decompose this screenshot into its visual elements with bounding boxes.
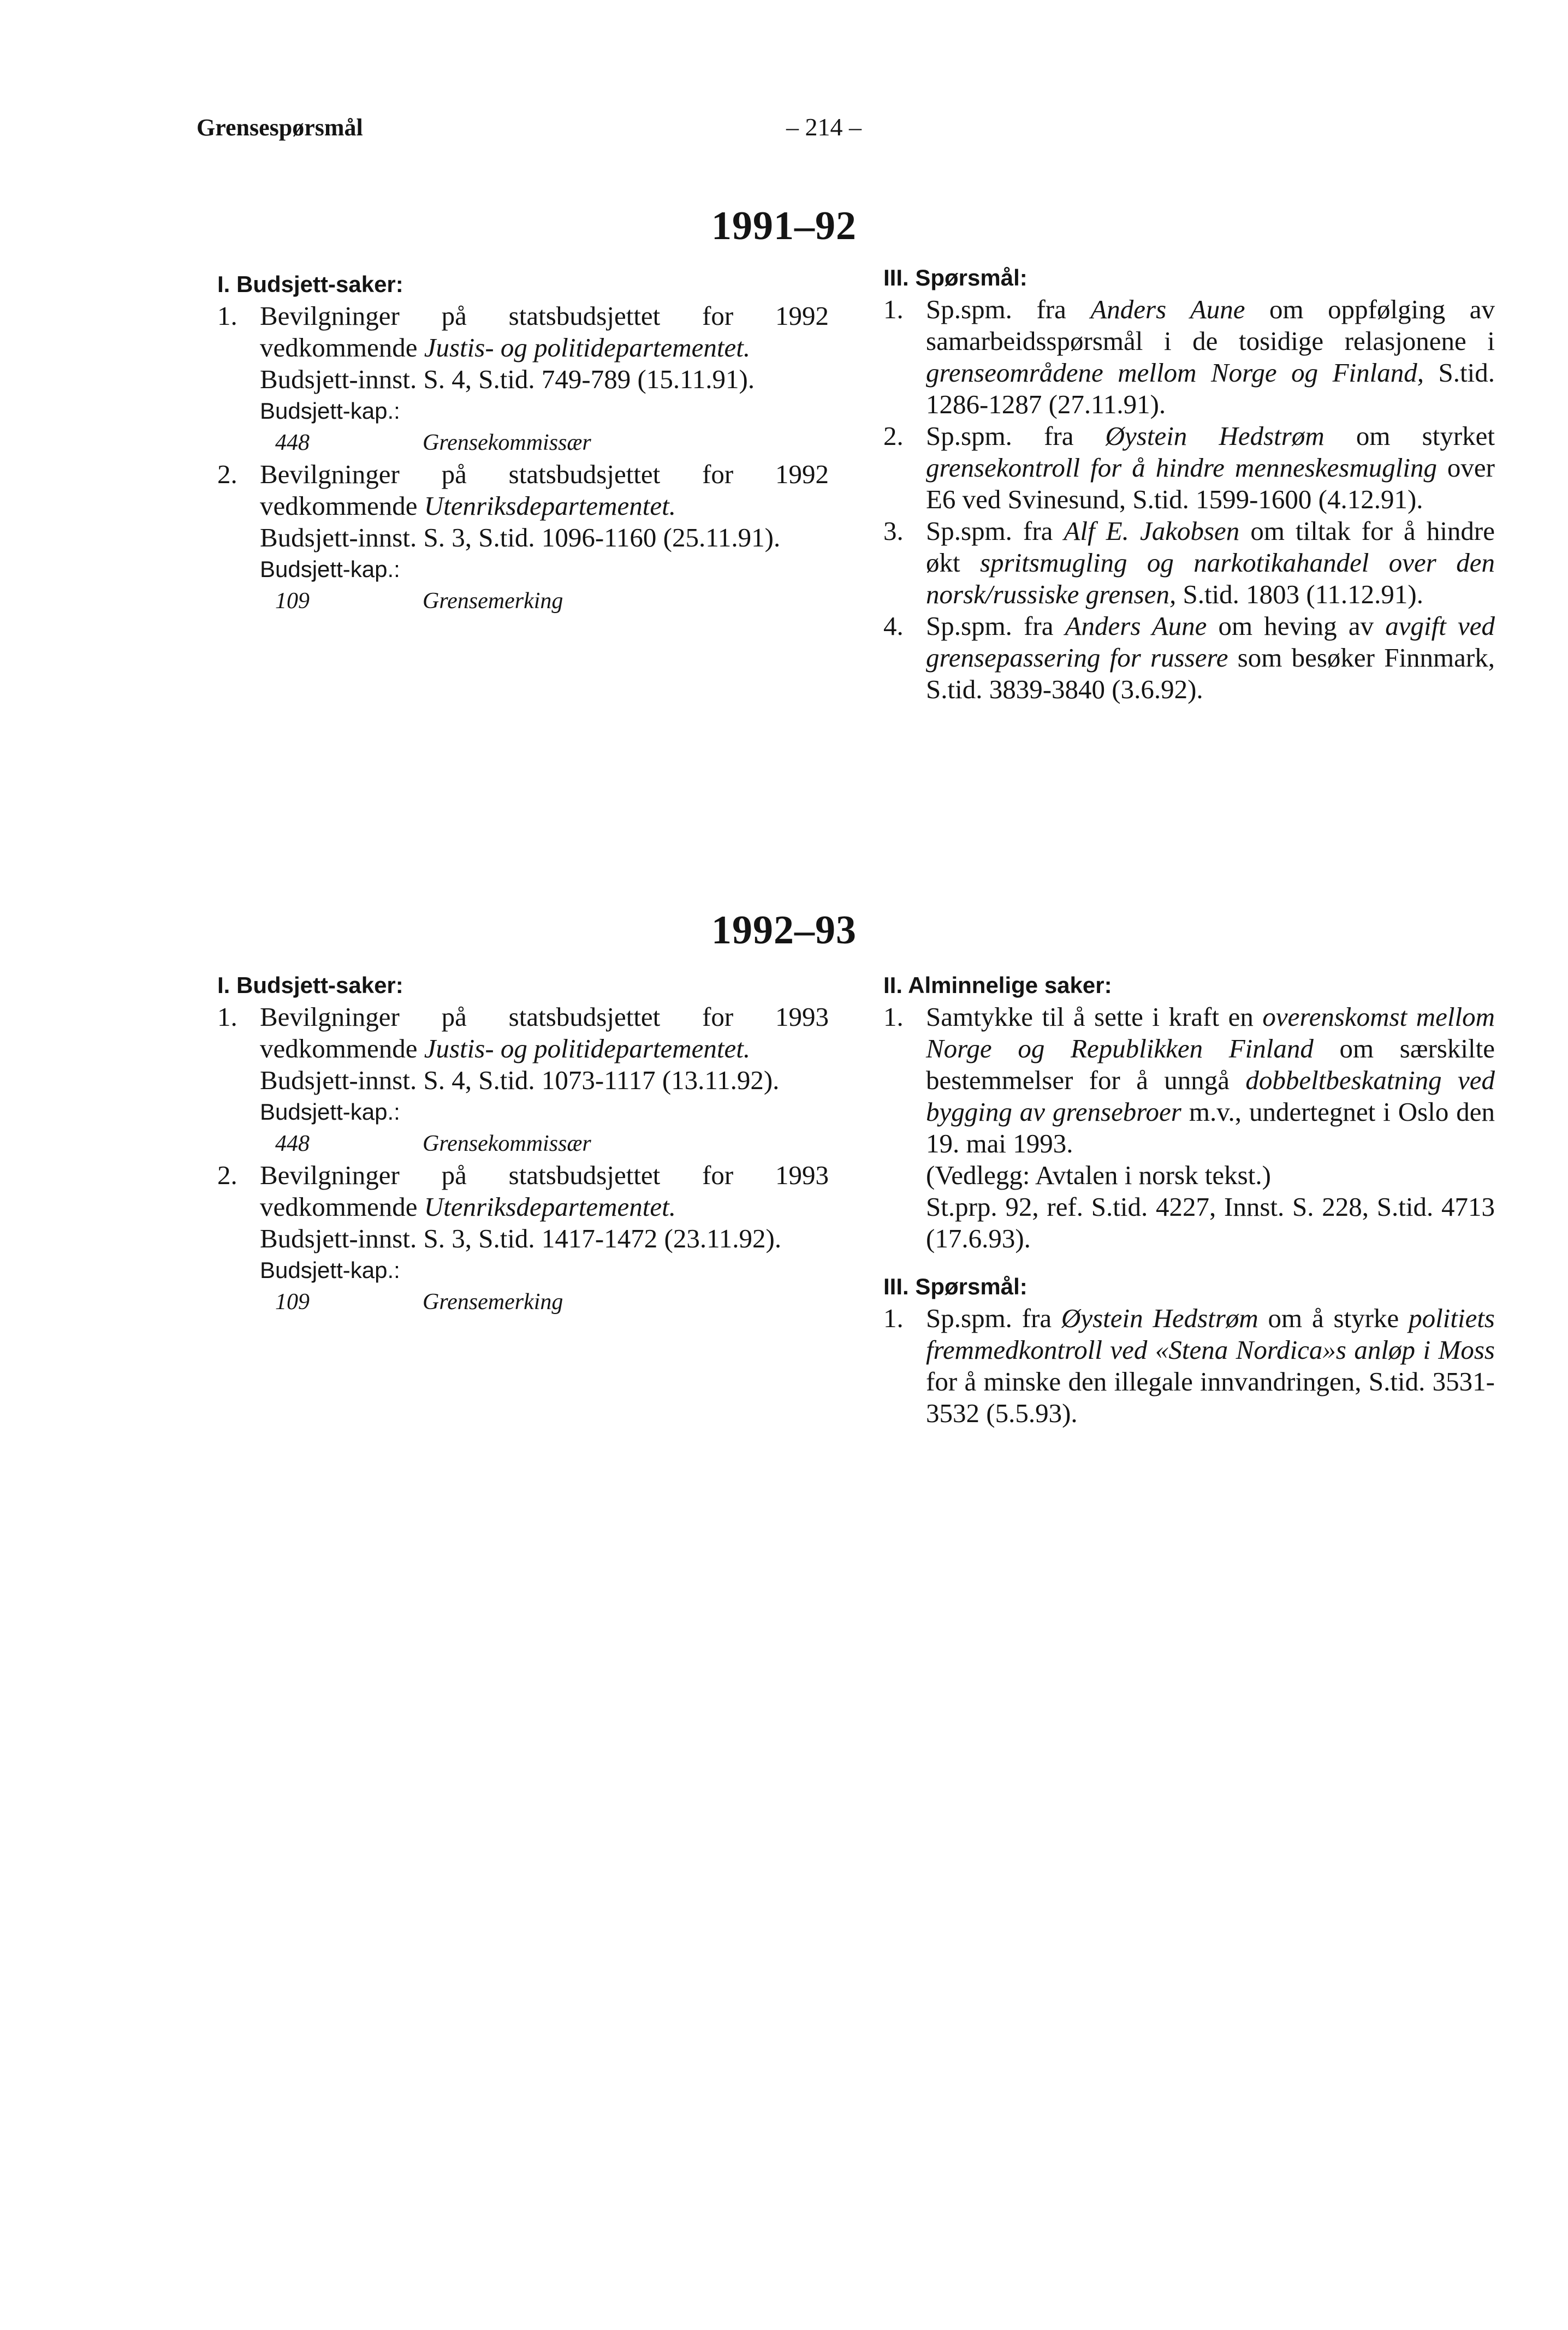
kap-name: Grensemerking [423, 1289, 563, 1315]
item-text: om å styrke [1258, 1303, 1409, 1333]
item-reference: over E6 ved Svinesund, S.tid. 1599-1600 (4.12.91). [926, 453, 1495, 514]
item-number: 3. [883, 516, 904, 546]
kap-name: Grensekommissær [423, 430, 591, 455]
item-emphasis: Justis- og politidepartementet. [424, 332, 751, 362]
item-text: om styrket [1324, 421, 1495, 451]
item-person: Øystein Hedstrøm [1061, 1303, 1258, 1333]
list-item [883, 420, 1495, 515]
item-emphasis: Utenriksdepartementet. [424, 491, 676, 521]
item-text: om tiltak for å hindre økt [926, 516, 1495, 578]
attachment-note: (Vedlegg: Avtalen i norsk tekst.) [926, 1160, 1271, 1190]
item-text: Sp.spm. fra [926, 1303, 1061, 1333]
heading-sporsmal: III. Spørsmål: [883, 265, 1027, 290]
heading-budsjett-saker: I. Budsjett-saker: [217, 972, 403, 998]
col-1991-budsjett [217, 269, 829, 617]
kap-name: Grensekommissær [423, 1131, 591, 1156]
item-text: Bevilgninger på statsbudsjettet for 1992 vedkommende [260, 459, 829, 521]
list-item [883, 1001, 1495, 1255]
item-text: Sp.spm. fra [926, 421, 1106, 451]
list-item [217, 1001, 829, 1160]
item-text: Bevilgninger på statsbudsjettet for 1993 vedkommende [260, 1002, 829, 1063]
item-number: 2. [217, 459, 237, 489]
item-topic: grensekontroll for å hindre menneskesmugling [926, 453, 1437, 483]
col-1992-budsjett [217, 970, 829, 1318]
item-text: Bevilgninger på statsbudsjettet for 1993 vedkommende [260, 1160, 829, 1222]
kap-label: Budsjett-kap.: [260, 1257, 400, 1283]
item-number: 1. [217, 1002, 237, 1032]
item-reference: S.tid. 1286-1287 (27.11.91). [926, 358, 1495, 419]
item-topic: avgift ved grensepassering for russere [926, 611, 1495, 673]
item-text: Sp.spm. fra [926, 516, 1064, 546]
kap-label: Budsjett-kap.: [260, 398, 400, 424]
kap-row [260, 585, 829, 617]
list-item [883, 515, 1495, 610]
item-number: 2. [883, 421, 904, 451]
item-text: m.v., undertegnet i Oslo den 19. mai 1993. [926, 1097, 1495, 1158]
list-item [883, 610, 1495, 705]
item-topic: politiets fremmedkontroll ved «Stena Nordica»s anløp i Moss [926, 1303, 1495, 1365]
kap-label: Budsjett-kap.: [260, 1099, 400, 1125]
kap-number: 109 [275, 589, 310, 614]
list-item [217, 1160, 829, 1318]
kap-number: 448 [275, 1131, 310, 1156]
item-number: 1. [883, 294, 904, 324]
item-number: 1. [217, 301, 237, 331]
list-item [883, 1303, 1495, 1429]
item-topic: spritsmugling og narkotikahandel over den norsk/russiske grensen, [926, 548, 1495, 609]
heading-alminnelige-saker: II. Alminnelige saker: [883, 972, 1112, 998]
section-year-1991-92: 1991–92 [711, 204, 857, 248]
list-item [883, 294, 1495, 420]
item-person: Alf E. Jakobsen [1064, 516, 1240, 546]
list-item [217, 300, 829, 459]
innst-reference: Budsjett-innst. S. 3, S.tid. 1417-1472 (23.11.92). [260, 1223, 782, 1253]
section-year-1992-93: 1992–93 [711, 908, 857, 953]
item-text: Samtykke til å sette i kraft en [926, 1002, 1263, 1032]
kap-row [260, 427, 829, 459]
kap-number: 448 [275, 430, 310, 455]
innst-reference: Budsjett-innst. S. 4, S.tid. 1073-1117 (13.11.92). [260, 1065, 780, 1095]
kap-row [260, 1286, 829, 1318]
item-text: om heving av [1207, 611, 1386, 641]
item-reference: for å minske den illegale innvandringen, S.tid. 3531-3532 (5.5.93). [926, 1366, 1495, 1428]
running-title: Grensespørsmål [197, 114, 363, 141]
item-reference: St.prp. 92, ref. S.tid. 4227, Innst. S. 228, S.tid. 4713 (17.6.93). [926, 1192, 1495, 1253]
item-text: Sp.spm. fra [926, 294, 1091, 324]
item-text: Bevilgninger på statsbudsjettet for 1992 vedkommende [260, 301, 829, 362]
item-number: 1. [883, 1303, 904, 1333]
item-number: 1. [883, 1002, 904, 1032]
page-number: – 214 – [786, 113, 862, 141]
innst-reference: Budsjett-innst. S. 4, S.tid. 749-789 (15.11.91). [260, 364, 755, 394]
item-text: Sp.spm. fra [926, 611, 1065, 641]
item-person: Anders Aune [1090, 294, 1245, 324]
col-1991-sporsmal [883, 262, 1495, 705]
col-1992-alminnelige [883, 970, 1495, 1429]
kap-label: Budsjett-kap.: [260, 556, 400, 582]
innst-reference: Budsjett-innst. S. 3, S.tid. 1096-1160 (25.11.91). [260, 522, 781, 552]
item-number: 4. [883, 611, 904, 641]
item-number: 2. [217, 1160, 237, 1190]
item-topic: grenseområdene mellom Norge og Finland, [926, 358, 1424, 388]
item-reference: som besøker Finnmark, S.tid. 3839-3840 (3.6.92). [926, 643, 1495, 704]
item-topic: dobbeltbeskatning ved bygging av grensebroer [926, 1065, 1495, 1127]
kap-number: 109 [275, 1289, 310, 1315]
item-person: Anders Aune [1065, 611, 1207, 641]
item-reference: S.tid. 1803 (11.12.91). [1176, 579, 1423, 609]
item-emphasis: Utenriksdepartementet. [424, 1192, 676, 1222]
item-text: om oppfølging av samarbeidsspørsmål i de tosidige relasjonene i [926, 294, 1495, 356]
kap-name: Grensemerking [423, 589, 563, 614]
heading-sporsmal: III. Spørsmål: [883, 1274, 1027, 1299]
heading-budsjett-saker: I. Budsjett-saker: [217, 271, 403, 297]
item-text: om særskilte bestemmelser for å unngå [926, 1033, 1495, 1095]
item-emphasis: Justis- og politidepartementet. [424, 1033, 751, 1063]
item-person: Øystein Hedstrøm [1105, 421, 1325, 451]
list-item [217, 459, 829, 617]
kap-row [260, 1128, 829, 1160]
item-topic: overenskomst mellom Norge og Republikken Finland [926, 1002, 1495, 1063]
